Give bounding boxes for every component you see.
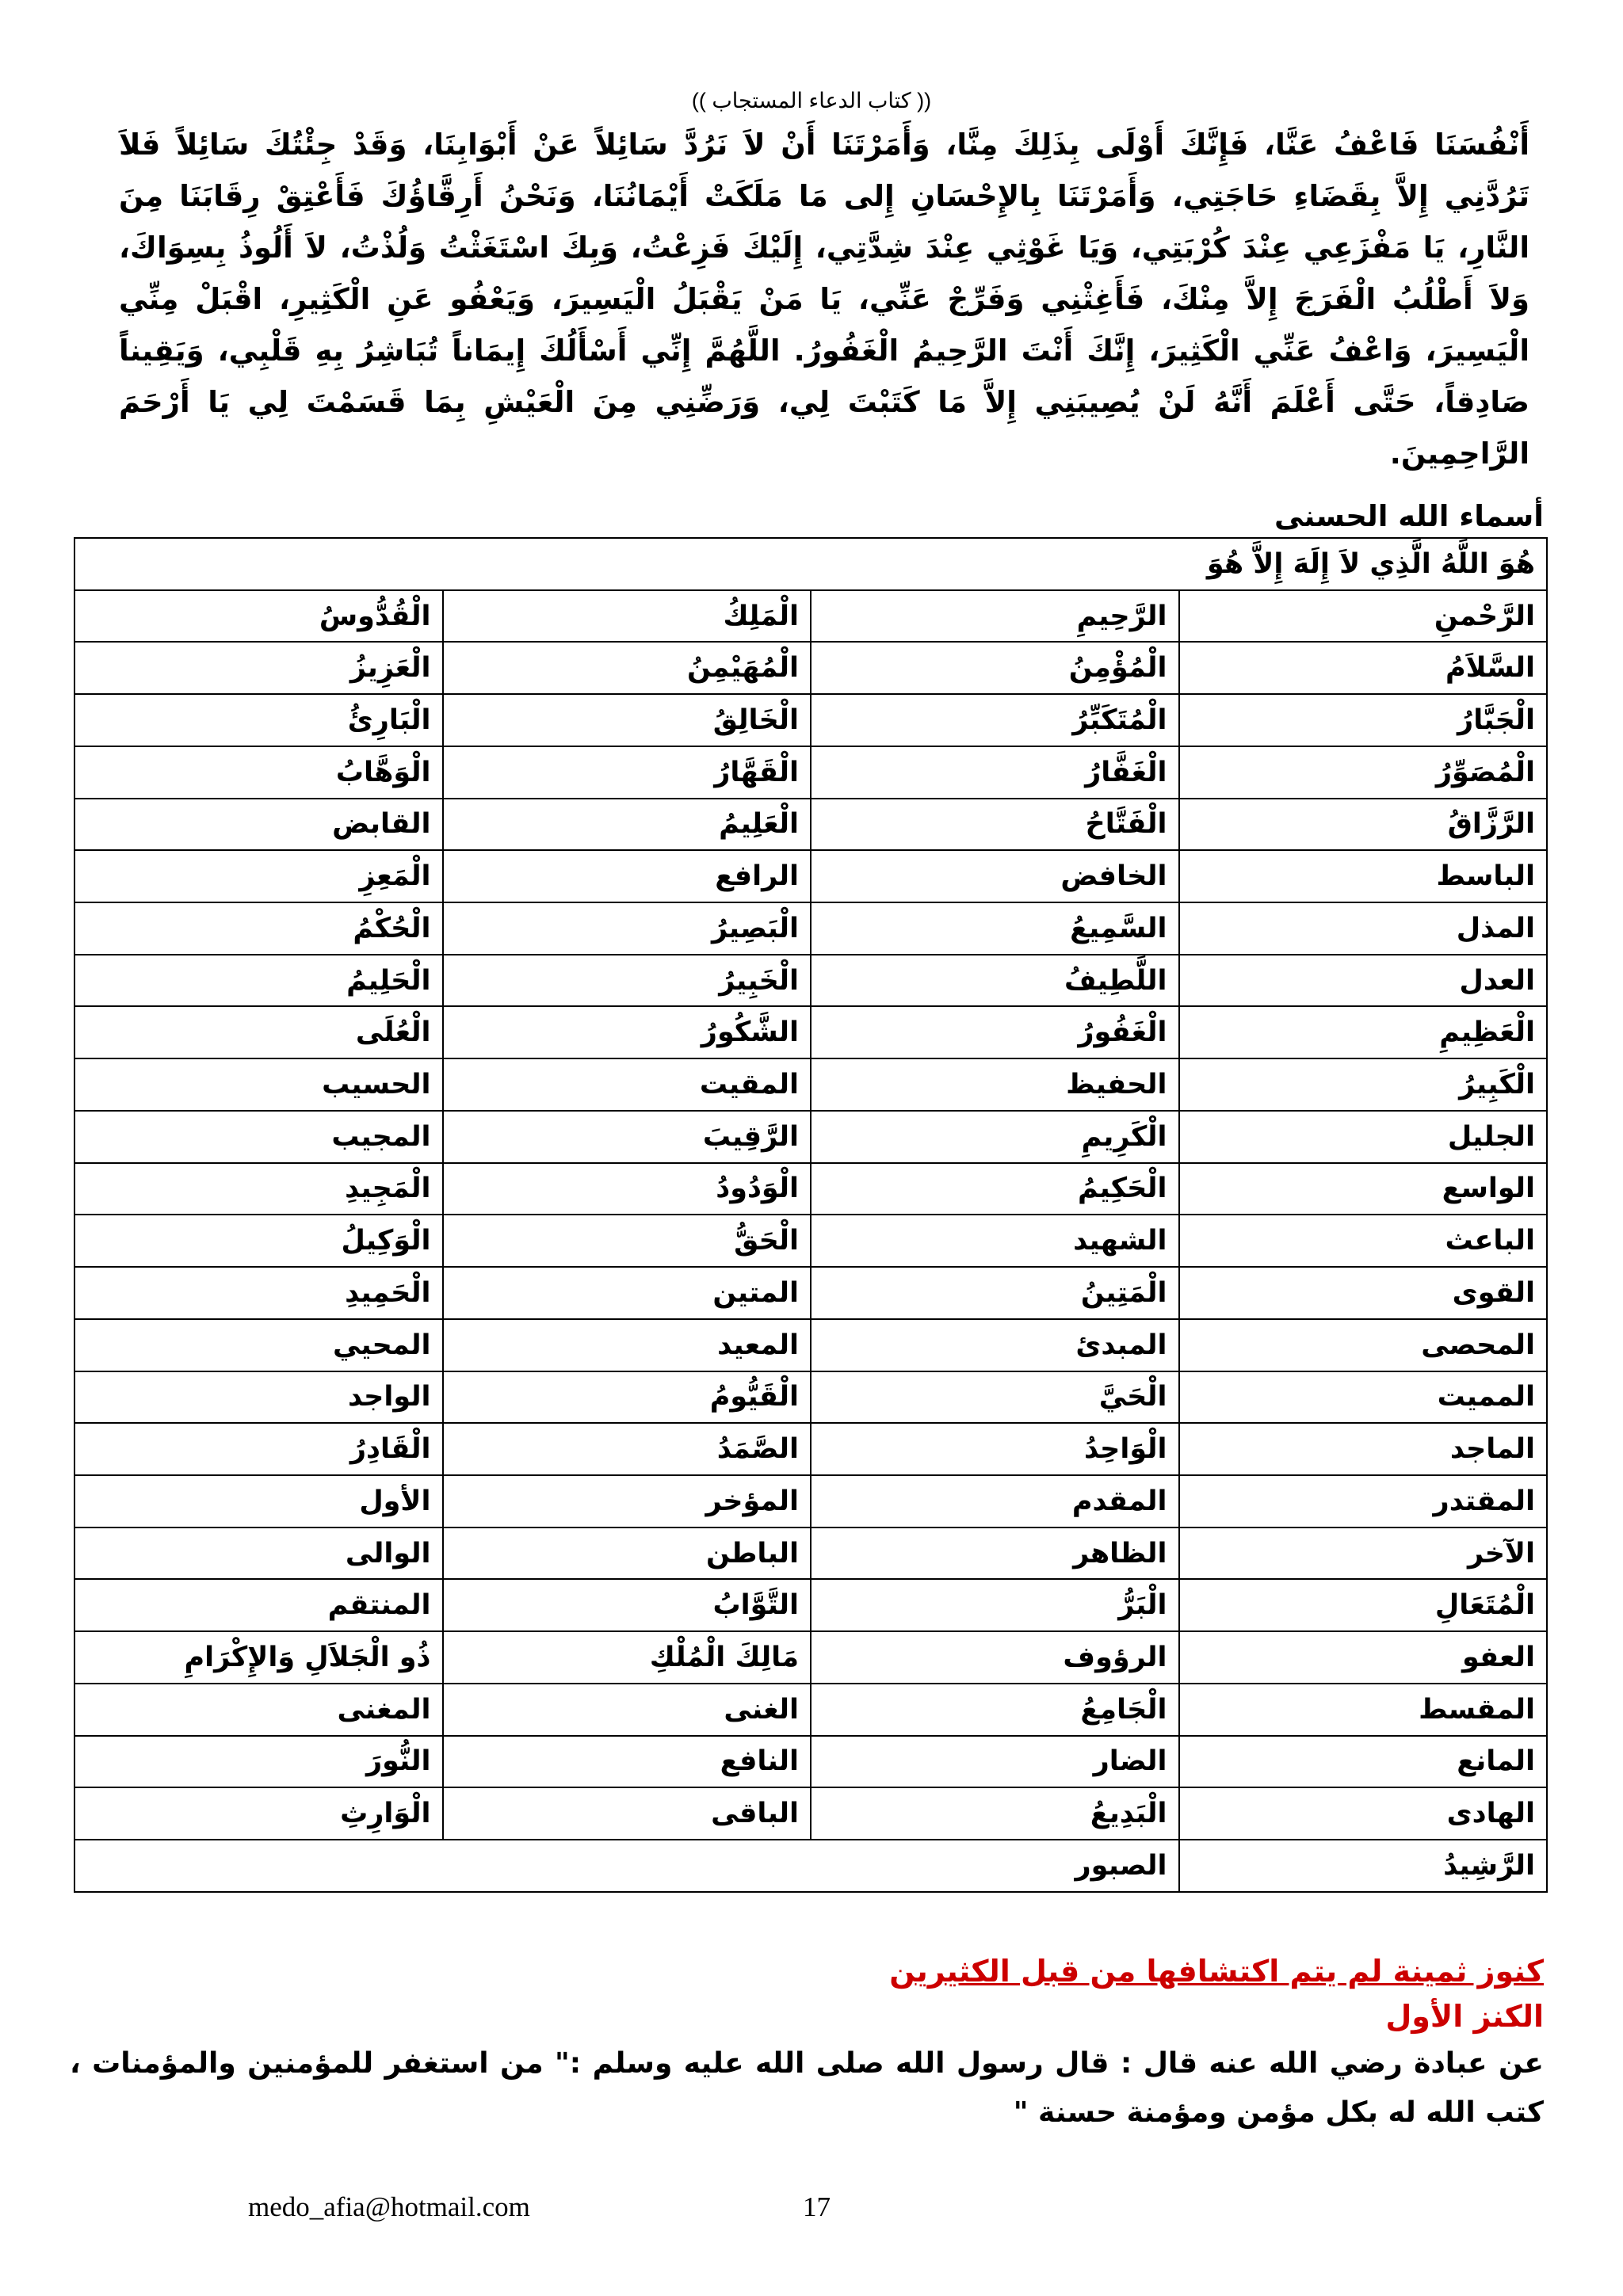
table-row (74, 902, 1547, 955)
name-cell: المغنى (74, 1684, 443, 1736)
name-cell: الْعَزِيزُ (74, 642, 443, 694)
name-cell: المبدئ (811, 1319, 1179, 1371)
name-cell: الْجَامِعُ (811, 1684, 1179, 1736)
table-row (74, 850, 1547, 902)
name-cell: المجيب (74, 1111, 443, 1163)
name-cell: الْمَلِكُ (443, 590, 812, 643)
table-row (74, 1736, 1547, 1788)
treasure-section (70, 1949, 1544, 2138)
name-cell: الْكَرِيمِ (811, 1111, 1179, 1163)
table-row (74, 694, 1547, 746)
names-heading: أسماء الله الحسنى (1274, 499, 1544, 533)
table-row (74, 1163, 1547, 1215)
name-cell: الجليل (1179, 1111, 1548, 1163)
table-row (74, 1840, 1547, 1892)
name-cell: الْمُتَعَالِ (1179, 1579, 1548, 1631)
name-cell: الْقَادِرُ (74, 1423, 443, 1475)
name-cell: الرَّحِيمِ (811, 590, 1179, 643)
name-cell: الْخَبِيرُ (443, 955, 812, 1007)
name-cell: المذل (1179, 902, 1548, 955)
name-cell: الْفَتَّاحُ (811, 799, 1179, 851)
name-cell: الْمُؤْمِنُ (811, 642, 1179, 694)
name-cell: المتين (443, 1267, 812, 1319)
table-row (74, 1267, 1547, 1319)
name-cell: الْوَهَّابُ (74, 746, 443, 799)
name-cell: المقسط (1179, 1684, 1548, 1736)
name-cell: الْقُدُّوسُ (74, 590, 443, 643)
name-cell: الباطن (443, 1527, 812, 1580)
name-cell: النافع (443, 1736, 812, 1788)
name-cell: الخافض (811, 850, 1179, 902)
table-header-cell: هُوَ اللَّهُ الَّذِي لاَ إِلَهَ إِلاَّ هُوَ (74, 538, 1547, 590)
page-number: 17 (803, 2191, 831, 2222)
name-cell: المقيت (443, 1058, 812, 1111)
name-cell: الرافع (443, 850, 812, 902)
name-cell: الْوَكِيلُ (74, 1215, 443, 1267)
name-cell: المميت (1179, 1371, 1548, 1424)
name-cell: الرَّزَّاقُ (1179, 799, 1548, 851)
table-row (74, 1111, 1547, 1163)
name-cell: الرَّحْمنِ (1179, 590, 1548, 643)
name-cell: الباعث (1179, 1215, 1548, 1267)
name-cell: الباقى (443, 1787, 812, 1840)
name-cell: الْمُتَكَبِّرُ (811, 694, 1179, 746)
name-cell: الْوَاحِدُ (811, 1423, 1179, 1475)
footer-email: medo_afia@hotmail.com (248, 2191, 530, 2222)
table-row (74, 1058, 1547, 1111)
name-cell: الْبَرُّ (811, 1579, 1179, 1631)
name-cell: الْمَتِينُ (811, 1267, 1179, 1319)
table-row (74, 1579, 1547, 1631)
table-header-row (74, 538, 1547, 590)
name-cell: المنتقم (74, 1579, 443, 1631)
name-cell: الْعَلِيمُ (443, 799, 812, 851)
table-row (74, 1787, 1547, 1840)
name-cell: الغنى (443, 1684, 812, 1736)
table-row (74, 1215, 1547, 1267)
name-cell: الهادى (1179, 1787, 1548, 1840)
name-cell: المحصى (1179, 1319, 1548, 1371)
table-row (74, 642, 1547, 694)
hadith-text: عن عبادة رضي الله عنه قال : قال رسول الله صلى الله عليه وسلم :" من استغفر للمؤمنين والمؤمنات ، كتب الله له بكل مؤمن ومؤمنة حسنة " (70, 2047, 1544, 2129)
name-cell: الأول (74, 1475, 443, 1527)
name-cell: الوالى (74, 1527, 443, 1580)
table-row (74, 1684, 1547, 1736)
name-cell: الْغَفَّارُ (811, 746, 1179, 799)
name-cell: العفو (1179, 1631, 1548, 1684)
table-row (74, 1631, 1547, 1684)
table-row (74, 1319, 1547, 1371)
name-cell: القابض (74, 799, 443, 851)
name-cell: الْحَيَّ (811, 1371, 1179, 1424)
name-cell: الْوَارِثِ (74, 1787, 443, 1840)
name-cell: الْمُصَوِّرُ (1179, 746, 1548, 799)
name-cell: مَالِكَ الْمُلْكِ (443, 1631, 812, 1684)
name-cell: الْوَدُودُ (443, 1163, 812, 1215)
name-cell: الْمَعِزِ (74, 850, 443, 902)
name-cell: الْبَصِيرُ (443, 902, 812, 955)
name-cell: الحسيب (74, 1058, 443, 1111)
name-cell: الْكَبِيرُ (1179, 1058, 1548, 1111)
name-cell: الآخر (1179, 1527, 1548, 1580)
name-cell: العدل (1179, 955, 1548, 1007)
book-title: (( كتاب الدعاء المستجاب )) (691, 89, 932, 113)
table-row (74, 955, 1547, 1007)
name-cell: الشهيد (811, 1215, 1179, 1267)
name-cell: الْجَبَّارُ (1179, 694, 1548, 746)
name-cell: الصبور (74, 1840, 1179, 1892)
name-cell: الْحَقُّ (443, 1215, 812, 1267)
table-row (74, 1475, 1547, 1527)
names-table (74, 537, 1548, 1893)
name-cell: المحيي (74, 1319, 443, 1371)
name-cell: الْقَيُّومُ (443, 1371, 812, 1424)
name-cell: الْبَدِيعُ (811, 1787, 1179, 1840)
name-cell: الْعُلَى (74, 1006, 443, 1058)
name-cell: المانع (1179, 1736, 1548, 1788)
name-cell: الباسط (1179, 850, 1548, 902)
name-cell: ذُو الْجَلاَلِ وَالإِكْرَامِ (74, 1631, 443, 1684)
name-cell: الظاهر (811, 1527, 1179, 1580)
name-cell: الضار (811, 1736, 1179, 1788)
name-cell: الْحُكْمُ (74, 902, 443, 955)
table-row (74, 590, 1547, 643)
name-cell: اللَّطِيفُ (811, 955, 1179, 1007)
name-cell: النُّورَ (74, 1736, 443, 1788)
treasure-title: كنوز ثمينة لم يتم اكتشافها من قبل الكثيرين (889, 1954, 1544, 1989)
table-row (74, 1423, 1547, 1475)
name-cell: الواجد (74, 1371, 443, 1424)
name-cell: المقدم (811, 1475, 1179, 1527)
name-cell: المقتدر (1179, 1475, 1548, 1527)
name-cell: الماجد (1179, 1423, 1548, 1475)
name-cell: الحفيظ (811, 1058, 1179, 1111)
name-cell: الْغَفُورُ (811, 1006, 1179, 1058)
table-row (74, 1006, 1547, 1058)
name-cell: الْعَظِيمِ (1179, 1006, 1548, 1058)
table-row (74, 1371, 1547, 1424)
name-cell: السَّمِيعُ (811, 902, 1179, 955)
name-cell: السَّلاَمُ (1179, 642, 1548, 694)
name-cell: الْمَجِيدِ (74, 1163, 443, 1215)
table-row (74, 799, 1547, 851)
name-cell: الرَّقِيبَ (443, 1111, 812, 1163)
name-cell: الواسع (1179, 1163, 1548, 1215)
name-cell: الشَّكُورُ (443, 1006, 812, 1058)
name-cell: الْقَهَّارُ (443, 746, 812, 799)
name-cell: الْخَالِقُ (443, 694, 812, 746)
name-cell: الصَّمَدُ (443, 1423, 812, 1475)
table-row (74, 1527, 1547, 1580)
name-cell: الْحَكِيمُ (811, 1163, 1179, 1215)
name-cell: المعيد (443, 1319, 812, 1371)
name-cell: الرَّشِيدُ (1179, 1840, 1548, 1892)
treasure-subtitle: الكنز الأول (1385, 1999, 1544, 2034)
dua-paragraph: أَنْفُسَنَا فَاعْفُ عَنَّا، فَإِنَّكَ أَوْلَى بِذَلِكَ مِنَّا، وَأَمَرْتَنَا أَنْ لاَ نَرُدَّ سَائِلاً عَنْ أَبْوَابِنَا، وَقَدْ جِئْتُكَ سَائِلاً فَلاَ تَرُدَّنِي إِلاَّ بِقَضَاءِ حَاجَتِي، وَأَمَرْتَنَا بِالإِحْسَانِ إِلى مَا مَلَكَتْ أَيْمَانُنَا، وَنَحْنُ أَرِقَّاؤُكَ فَأَعْتِقْ رِقَابَنَا مِنَ النَّارِ، يَا مَفْزَعِي عِنْدَ كُرْبَتِي، وَيَا غَوْثِي عِنْدَ شِدَّتِي، إِلَيْكَ فَزِعْتُ، وَبِكَ اسْتَغَثْتُ وَلُذْتُ، لاَ أَلُوذُ بِسِوَاكَ، وَلاَ أَطْلُبُ الْفَرَجَ إِلاَّ مِنْكَ، فَأَغِثْنِي وَفَرِّجْ عَنِّي، يَا مَنْ يَقْبَلُ الْيَسِيرَ، وَيَعْفُو عَنِ الْكَثِيرِ، اقْبَلْ مِنِّي الْيَسِيرَ، وَاعْفُ عَنِّي الْكَثِيرَ، إِنَّكَ أَنْتَ الرَّحِيمُ الْغَفُورُ. اللَّهُمَّ إِنِّي أَسْأَلُكَ إِيمَاناً تُبَاشِرُ بِهِ قَلْبِي، وَيَقِيناً صَادِقاً، حَتَّى أَعْلَمَ أَنَّهُ لَنْ يُصِيبَنِي إِلاَّ مَا كَتَبْتَ لِي، وَرَضِّنِي مِنَ الْعَيْشِ بِمَا قَسَمْتَ لِي يَا أَرْحَمَ الرَّاحِمِينَ. (119, 128, 1529, 471)
name-cell: الْحَلِيمُ (74, 955, 443, 1007)
name-cell: التَّوَّابُ (443, 1579, 812, 1631)
name-cell: الْبَارِئُ (74, 694, 443, 746)
name-cell: المؤخر (443, 1475, 812, 1527)
name-cell: الْحَمِيدِ (74, 1267, 443, 1319)
table-row (74, 746, 1547, 799)
name-cell: القوى (1179, 1267, 1548, 1319)
name-cell: الرؤوف (811, 1631, 1179, 1684)
name-cell: الْمُهَيْمِنُ (443, 642, 812, 694)
